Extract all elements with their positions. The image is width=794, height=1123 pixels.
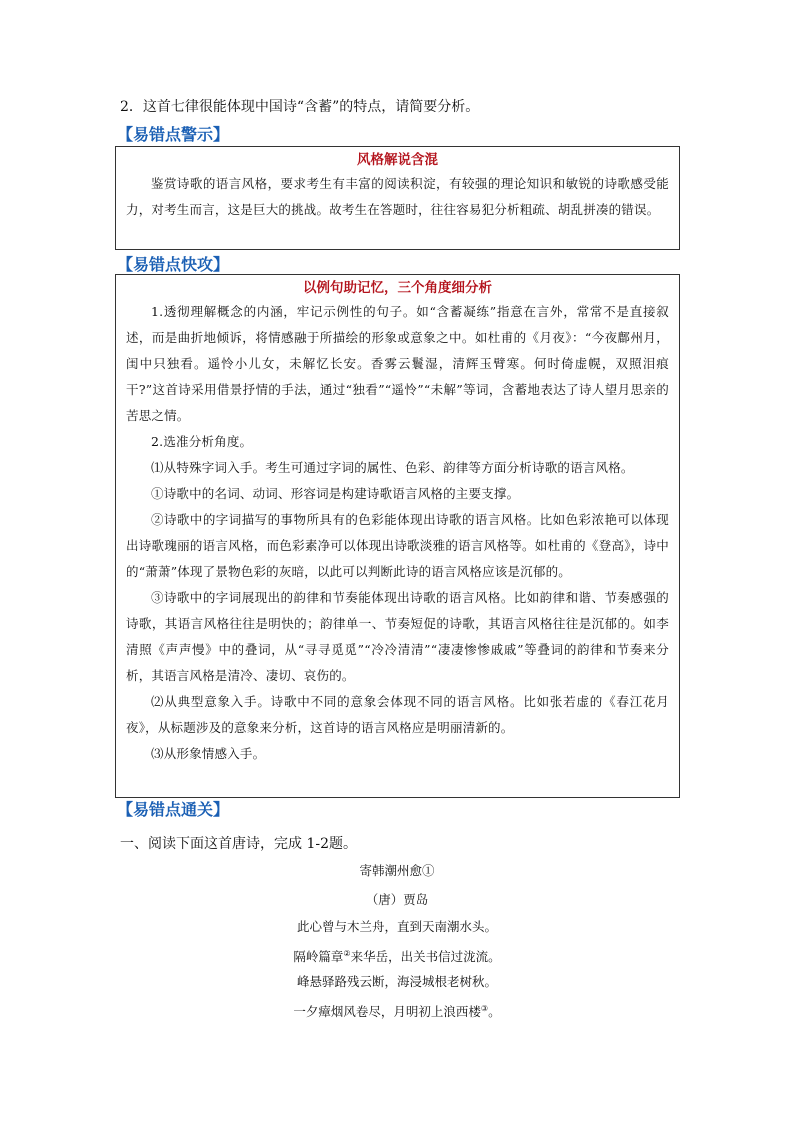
tactics-paragraph: 2.选准分析角度。 <box>151 434 253 449</box>
poem-author: （唐）贾岛 <box>365 892 429 907</box>
warning-box-text: 鉴赏诗歌的语言风格，要求考生有丰富的阅读积淀，有较强的理论知识和敏锐的诗歌感受能力，对考生而言，这是巨大的挑战。故考生在答题时，往往容易犯分析粗疏、胡乱拼凑的错误。 <box>126 176 669 217</box>
poem-line-row-2 <box>0 944 794 964</box>
poem-line-1: 此心曾与木兰舟，直到天南潮水头。 <box>296 919 497 934</box>
poem-author-row <box>0 890 794 910</box>
poem-line-2-part-a: 隔岭篇章 <box>293 949 344 965</box>
poem-title: 寄韩潮州愈 <box>359 863 422 878</box>
poem-block <box>0 861 794 881</box>
tactics-paragraph: ③诗歌中的字词展现出的韵律和节奏能体现出诗歌的语言风格。比如韵律和谐、节奏感强的诗歌，其语言风格往往是明快的；韵律单一、节奏短促的诗歌，其语言风格往往是沉郁的。如李清照《声声慢》中的叠词，从“寻寻觅觅”“冷冷清清”“凄凄惨惨戚戚”等叠词的韵律和节奏来分析，其语言风格是清冷、凄切、哀伤的。 <box>126 590 669 683</box>
section-heading-pass: 【易错点通关】 <box>117 800 230 819</box>
tactics-paragraph: ⑵从典型意象入手。诗歌中不同的意象会体现不同的语言风格。比如张若虚的《春江花月夜》，从标题涉及的意象来分析，这首诗的语言风格应是明丽清新的。 <box>126 694 669 735</box>
tactics-box-title: 以例句助记忆，三个角度细分析 <box>303 280 492 296</box>
poem-line-3: 峰悬驿路残云断，海浸城根老树秋。 <box>296 974 497 989</box>
poem-line-row-1 <box>0 917 794 937</box>
warning-box-title: 风格解说含混 <box>357 152 438 168</box>
tactics-paragraph: ⑴从特殊字词入手。考生可通过字词的属性、色彩、韵律等方面分析诗歌的语言风格。 <box>151 460 634 475</box>
poem-line-4-note: ③ <box>480 1004 489 1013</box>
poem-line-4-part-b: 。 <box>488 1004 501 1020</box>
poem-line-row-4 <box>0 999 794 1019</box>
poem-title-line <box>0 861 794 881</box>
tactics-paragraph: ⑶从形象情感入手。 <box>151 746 266 761</box>
tactics-paragraph: 1.透彻理解概念的内涵，牢记示例性的句子。如“含蓄凝练”指意在言外，常常不是直接叙述，而是曲折地倾诉，将情感融于所描绘的形象或意象之中。如杜甫的《月夜》：“今夜鄜州月，闺中只独看。遥怜小儿女，未解忆长安。香雾云鬟湿，清辉玉臂寒。何时倚虚幌，双照泪痕干?”这首诗采用借景抒情的手法，通过“独看”“遥怜”“未解”等词，含蓄地表达了诗人望月思亲的苦思之情。 <box>126 304 669 423</box>
poem-line-4-part-a: 一夕瘴烟风卷尽，月明初上浪西楼 <box>293 1004 481 1020</box>
warning-box <box>115 146 680 250</box>
poem-line-row-3 <box>0 972 794 992</box>
section-heading-tactics: 【易错点快攻】 <box>117 255 230 274</box>
poem-line-2 <box>0 944 794 964</box>
poem-title-note: ① <box>422 863 435 878</box>
reading-intro: 一、阅读下面这首唐诗，完成 1-2题。 <box>120 836 357 852</box>
poem-line-2-part-b: 来华岳，出关书信过泷流。 <box>350 949 501 965</box>
section-heading-warning: 【易错点警示】 <box>117 125 230 144</box>
question-2: 2．这首七律很能体现中国诗“含蓄”的特点，请简要分析。 <box>120 99 480 115</box>
tactics-paragraph: ①诗歌中的名词、动词、形容词是构建诗歌语言风格的主要支撑。 <box>151 486 520 501</box>
tactics-paragraph: ②诗歌中的字词描写的事物所具有的色彩能体现出诗歌的语言风格。比如色彩浓艳可以体现出诗歌瑰丽的语言风格，而色彩素净可以体现出诗歌淡雅的语言风格等。如杜甫的《登高》，诗中的“萧萧”体现了景物色彩的灰暗，以此可以判断此诗的语言风格应该是沉郁的。 <box>126 512 669 579</box>
poem-line-4 <box>0 999 794 1019</box>
poem-line-2-note: ② <box>343 949 351 958</box>
tactics-box <box>115 274 680 798</box>
